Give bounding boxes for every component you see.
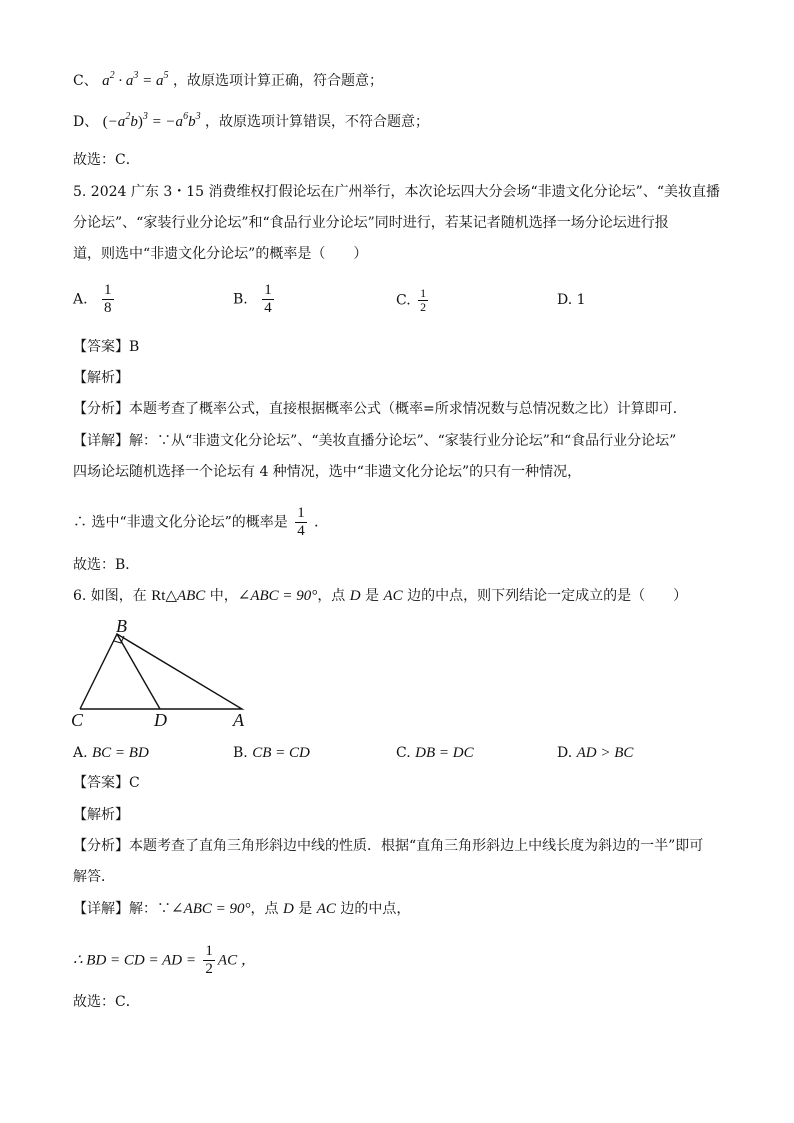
fraction: $\frac{1}{4}$ [264,282,272,316]
q6-option-a: A. BC = BD [73,745,149,761]
q6-detail-line2: ∴ BD = CD = AD = $\frac{1}{2}$ AC ， [73,943,256,977]
option-d-explanation [73,112,429,132]
q5-option-b: B. $\frac{1}{4}$ [233,282,272,316]
q6-option-d: D. AD > BC [557,745,634,761]
option-d-text: ，故原选项计算错误，不符合题意； [205,114,430,130]
q5-analysis: 【分析】本题考查了概率公式，直接根据概率公式（概率=所求情况数与总情况数之比）计算即可． [73,401,687,417]
label-a: A [233,710,244,730]
choice-line: 故选：C． [73,152,140,168]
label-c: C [71,710,84,730]
q6-stem: 6. 如图，在 Rt△ABC 中，∠ABC = 90°，点 D 是 AC 边的中点，则下列结论一定成立的是（ ） [73,588,688,604]
fraction: $\frac{1}{2}$ [205,943,213,977]
option-d-label: D、 [73,114,99,130]
q5-detail-line2: 四场论坛随机选择一个论坛有 4 种情况，选中“非遗文化分论坛”的只有一种情况， [73,464,582,480]
option-c-text: ，故原选项计算正确，符合题意； [173,73,383,89]
q5-option-a: A. $\frac{1}{8}$ [73,282,112,316]
median-bd [117,634,160,709]
triangle-outline [80,634,242,709]
q6-analysis-line2: 解答． [73,869,115,885]
fraction: $\frac{1}{8}$ [104,282,112,316]
q5-stem-line2: 分论坛”、“家装行业分论坛”和“食品行业分论坛”同时进行，若某记者随机选择一场分论坛进行报 [73,215,669,231]
math-expr: $a^2 \cdot a^3 = a^5$ [102,70,169,89]
q6-detail-line1: 【详解】解：∵∠ABC = 90°，点 D 是 AC 边的中点， [73,901,411,917]
q5-option-c: C. $\frac{1}{2}$ [396,286,427,314]
q6-answer: 【答案】C [73,775,140,791]
q5-stem-line1: 5. 2024 广东 3・15 消费维权打假论坛在广州举行，本次论坛四大分会场“非遗文化分论坛”、“美妆直播 [73,184,720,200]
q6-option-b: B. CB = CD [233,745,310,761]
label-b: B [116,616,127,636]
right-triangle-figure [66,614,266,734]
q5-detail-line1: 【详解】解：∵从“非遗文化分论坛”、“美妆直播分论坛”、“家装行业分论坛”和“食品行业分论坛” [73,433,677,449]
q5-choice: 故选：B． [73,557,140,573]
q6-option-c: C. DB = DC [396,745,474,761]
fraction: $\frac{1}{2}$ [420,286,427,314]
fraction: $\frac{1}{4}$ [297,505,305,539]
q6-analysis-line1: 【分析】本题考查了直角三角形斜边中线的性质．根据“直角三角形斜边上中线长度为斜边的一半”即可 [73,838,704,854]
q5-answer: 【答案】B [73,339,140,355]
q5-stem-line3: 道，则选中“非遗文化分论坛”的概率是（ ） [73,246,368,262]
option-c-explanation [73,71,383,91]
q6-choice: 故选：C． [73,994,140,1010]
q5-detail-line3: ∴ 选中“非遗文化分论坛”的概率是 $\frac{1}{4}$ ． [73,505,329,539]
option-c-label: C、 [73,73,98,89]
q6-analysis-heading: 【解析】 [73,807,129,823]
math-expr: $(-a^2b)^3 = -a^6b^3$ [102,111,201,130]
q5-option-d: D. 1 [557,292,586,308]
q5-analysis-heading: 【解析】 [73,370,129,386]
label-d: D [154,710,167,730]
